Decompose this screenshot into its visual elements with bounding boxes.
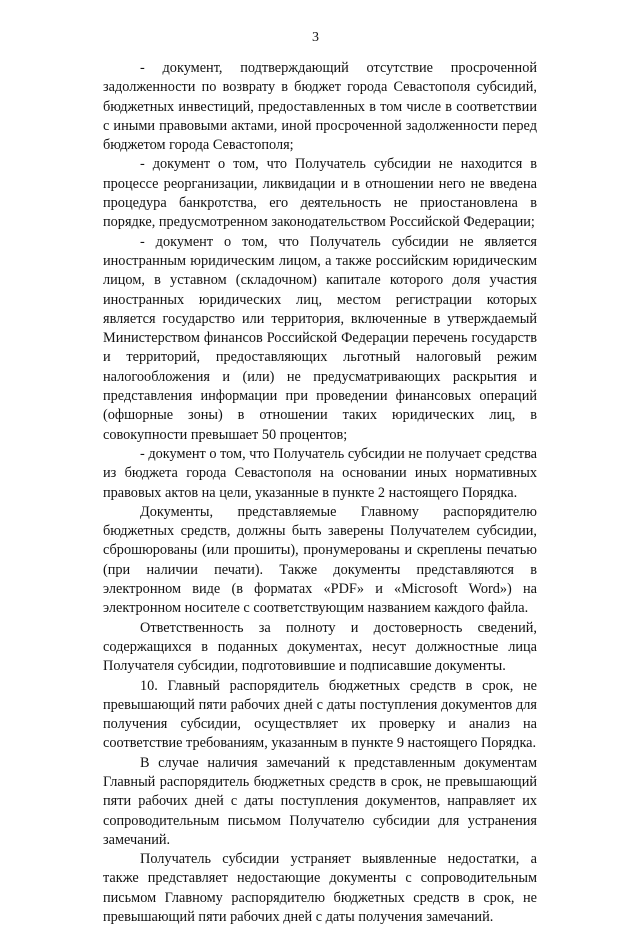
paragraph-no-other-funding: - документ о том, что Получатель субсидии не получает средства из бюджета города Севастополя на основании иных нормативных правовых актов на цели, указанные в пункте 2 настоящего Порядка.	[103, 445, 537, 501]
paragraph-item-10-review: 10. Главный распорядитель бюджетных средств в срок, не превышающий пяти рабочих дней с даты поступления документов для получения субсидии, осуществляет их проверку и анализ на соответствие требованиям, указанным в пункте 9 настоящего Порядка.	[103, 677, 537, 752]
paragraph-no-reorganization: - документ о том, что Получатель субсидии не находится в процессе реорганизации, ликвидации и в отношении него не введена процедура банкротства, его деятельность не приостановлена в порядке, предусмотренном законодательством Российской Федерации;	[103, 156, 537, 231]
paragraph-no-overdue-debt: - документ, подтверждающий отсутствие просроченной задолженности по возврату в бюджет города Севастополя субсидий, бюджетных инвестиций, предоставленных в том числе в соответствии с иными правовыми актами, иной просроченной задолженности перед бюджетом города Севастополя;	[103, 60, 537, 154]
page-number: 3	[312, 30, 319, 45]
paragraph-remarks: В случае наличия замечаний к представленным документам Главный распорядитель бюджетных средств в срок, не превышающий пяти рабочих дней с даты поступления документов, направляет их сопроводительным письмом Получателю субсидии для устранения замечаний.	[103, 754, 537, 848]
paragraph-corrections: Получатель субсидии устраняет выявленные недостатки, а также представляет недостающие документы с сопроводительным письмом Главному распорядителю бюджетных средств в срок, не превышающий пяти рабочих дней с даты получения замечаний.	[103, 851, 537, 926]
paragraph-responsibility: Ответственность за полноту и достоверность сведений, содержащихся в поданных документах, несут должностные лица Получателя субсидии, подготовившие и подписавшие документы.	[103, 619, 537, 675]
document-body	[103, 59, 537, 927]
paragraph-document-certification: Документы, представляемые Главному распорядителю бюджетных средств, должны быть заверены Получателем субсидии, сброшюрованы (или прошиты), пронумерованы и скреплены печатью (при наличии печати). Также документы представляются в электронном виде (в форматах «PDF» и «Microsoft Word») на электронном носителе с соответствующим названием каждого файла.	[103, 503, 537, 617]
paragraph-not-foreign-entity: - документ о том, что Получатель субсидии не является иностранным юридическим лицом, а также российским юридическим лицом, в уставном (складочном) капитале которого доля участия иностранных юридических лиц, местом регистрации которых является государство или территория, включенные в утверждаемый Министерством финансов Российской Федерации перечень государств и территорий, предоставляющих льготный налоговый режим налогообложения и (или) не предусматривающих раскрытия и представления информации при проведении финансовых операций (офшорные зоны) в отношении таких юридических лиц, в совокупности превышает 50 процентов;	[103, 233, 537, 443]
